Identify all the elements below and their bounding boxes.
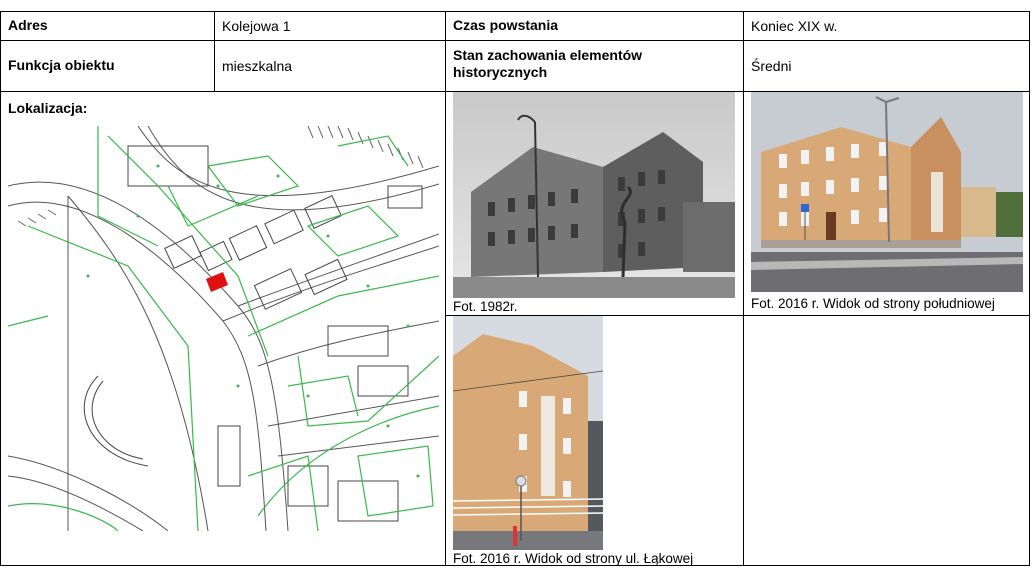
condition-label: Stan zachowania elementów historycznych [453,47,643,80]
function-value-cell [214,40,445,91]
photo-south-cell [743,91,1030,315]
photo-1982-caption: Fot. 1982r. [453,299,518,314]
location-map [8,126,439,531]
date-value-cell [743,11,1030,40]
photo-1982 [453,92,735,298]
address-value-cell [214,11,445,40]
address-value: Kolejowa 1 [222,18,291,34]
function-value: mieszkalna [222,58,293,74]
photo-lakowa-caption: Fot. 2016 r. Widok od strony ul. Łąkowej [453,551,694,566]
photo-south [751,92,1023,292]
function-label: Funkcja obiektu [8,57,115,73]
address-label: Adres [8,17,48,33]
photo-south-caption: Fot. 2016 r. Widok od strony południowej [751,296,995,311]
photo-lakowa-cell [445,315,743,566]
location-label: Lokalizacja: [8,100,88,116]
empty-cell [743,315,1030,566]
location-cell [0,91,445,566]
condition-value: Średni [751,58,792,74]
function-label-cell [0,40,214,91]
address-label-cell [0,11,214,40]
condition-label-cell [445,40,743,91]
date-label-cell [445,11,743,40]
photo-lakowa [453,316,603,550]
condition-value-cell [743,40,1030,91]
photo-1982-cell [445,91,743,315]
date-label: Czas powstania [453,17,559,33]
date-value: Koniec XIX w. [751,18,838,34]
